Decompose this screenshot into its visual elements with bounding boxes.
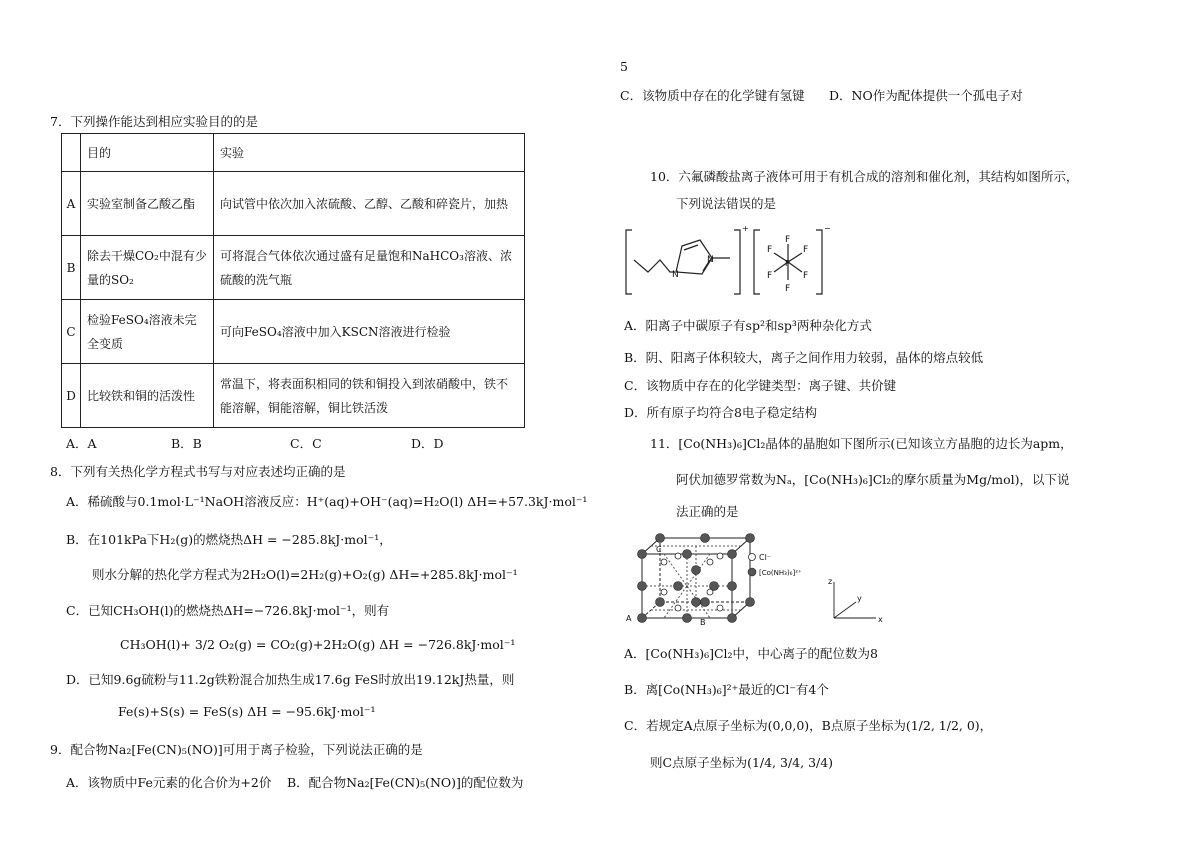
q8-option-d-line1: D．已知9.6g硫粉与11.2g铁粉混合加热生成17.6g FeS时放出19.12kJ热量，则 xyxy=(66,672,515,687)
q10-option-b: B．阴、阳离子体积较大，离子之间作用力较弱，晶体的熔点较低 xyxy=(624,350,984,365)
table-row xyxy=(62,364,525,428)
table-row xyxy=(62,300,525,364)
row-experiment: 向试管中依次加入浓硫酸、乙醇、乙酸和碎瓷片，加热 xyxy=(214,172,525,236)
q8-stem: 8．下列有关热化学方程式书写与对应表述均正确的是 xyxy=(50,464,346,479)
row-purpose: 除去干燥CO₂中混有少量的SO₂ xyxy=(81,236,214,300)
q8-option-c-line2: CH₃OH(l)+ 3/2 O₂(g) = CO₂(g)+2H₂O(g) ΔH = −726.8kJ·mol⁻¹ xyxy=(120,637,516,652)
atom-f: F xyxy=(803,271,809,281)
q7-option-d: D．D xyxy=(411,436,444,451)
legend-co-label: [Co(NH₃)₆]²⁺ xyxy=(759,569,802,577)
q10-option-d: D．所有原子均符合8电子稳定结构 xyxy=(624,405,817,420)
q7-experiment-table xyxy=(61,133,525,428)
q7-stem: 7．下列操作能达到相应实验目的的是 xyxy=(50,114,258,129)
q7-option-c: C．C xyxy=(290,436,322,451)
q11-option-a: A．[Co(NH₃)₆]Cl₂中，中心离子的配位数为8 xyxy=(624,646,879,661)
q10-stem-line1: 10．六氟磷酸盐离子液体可用于有机合成的溶剂和催化剂，其结构如图所示， xyxy=(650,169,1079,184)
atom-f: F xyxy=(767,271,773,281)
row-purpose: 检验FeSO₄溶液未完全变质 xyxy=(81,300,214,364)
q9-option-c: C．该物质中存在的化学键有氢键 xyxy=(620,88,805,103)
q8-option-b-line1: B．在101kPa下H₂(g)的燃烧热ΔH = −285.8kJ·mol⁻¹， xyxy=(66,532,392,547)
q11-option-b: B．离[Co(NH₃)₆]²⁺最近的Cl⁻有4个 xyxy=(624,682,829,697)
table-row xyxy=(62,236,525,300)
table-corner-cell xyxy=(62,134,81,172)
q9-option-d: D．NO作为配体提供一个孤电子对 xyxy=(829,88,1023,103)
table-header-row xyxy=(62,134,525,172)
row-key: A xyxy=(62,172,81,236)
axis-label-z: z xyxy=(828,577,833,586)
legend-cl-label: Cl⁻ xyxy=(759,553,772,562)
ionic-liquid-structure xyxy=(620,222,830,300)
q11-option-c-line1: C．若规定A点原子坐标为(0,0,0)，B点原子坐标为(1/2, 1/2, 0)， xyxy=(624,718,993,733)
q11-stem-line2: 阿伏加德罗常数为Nₐ，[Co(NH₃)₆]Cl₂的摩尔质量为Mg/mol)，以下说 xyxy=(676,472,1070,487)
header-purpose: 目的 xyxy=(81,134,214,172)
q11-stem-line3: 法正确的是 xyxy=(676,504,739,519)
row-purpose: 比较铁和铜的活泼性 xyxy=(81,364,214,428)
q7-option-a: A．A xyxy=(66,436,97,451)
q8-option-a: A．稀硫酸与0.1mol·L⁻¹NaOH溶液反应：H⁺(aq)+OH⁻(aq)=H₂O(l) ΔH=+57.3kJ·mol⁻¹ xyxy=(66,494,588,509)
q9-option-b: B．配合物Na₂[Fe(CN)₅(NO)]的配位数为 xyxy=(287,775,524,790)
q8-option-c-line1: C．已知CH₃OH(l)的燃烧热ΔH=−726.8kJ·mol⁻¹，则有 xyxy=(66,603,390,618)
row-experiment: 可将混合气体依次通过盛有足量饱和NaHCO₃溶液、浓硫酸的洗气瓶 xyxy=(214,236,525,300)
crystal-unit-cell-diagram xyxy=(620,526,890,630)
atom-f: F xyxy=(767,245,773,255)
row-purpose: 实验室制备乙酸乙酯 xyxy=(81,172,214,236)
q9-option-b-continued: 5 xyxy=(620,59,628,74)
axis-label-y: y xyxy=(857,594,862,603)
q10-option-a: A．阳离子中碳原子有sp²和sp³两种杂化方式 xyxy=(624,318,872,333)
q10-option-c: C．该物质中存在的化学键类型：离子键、共价键 xyxy=(624,378,897,393)
q9-option-a: A．该物质中Fe元素的化合价为+2价 xyxy=(66,775,272,790)
point-label-b: B xyxy=(700,618,706,627)
row-experiment: 常温下，将表面积相同的铁和铜投入到浓硝酸中，铁不能溶解，铜能溶解，铜比铁活泼 xyxy=(214,364,525,428)
atom-f: F xyxy=(785,235,791,245)
q10-stem-line2: 下列说法错误的是 xyxy=(676,196,777,211)
header-experiment: 实验 xyxy=(214,134,525,172)
row-key: B xyxy=(62,236,81,300)
q11-option-c-line2: 则C点原子坐标为(1/4, 3/4, 3/4) xyxy=(650,755,834,770)
row-key: C xyxy=(62,300,81,364)
q9-stem: 9．配合物Na₂[Fe(CN)₅(NO)]可用于离子检验，下列说法正确的是 xyxy=(50,742,423,757)
q8-option-b-line2: 则水分解的热化学方程式为2H₂O(l)=2H₂(g)+O₂(g) ΔH=+285.8kJ·mol⁻¹ xyxy=(92,567,518,582)
table-row xyxy=(62,172,525,236)
atom-f: F xyxy=(785,284,791,294)
row-experiment: 可向FeSO₄溶液中加入KSCN溶液进行检验 xyxy=(214,300,525,364)
q8-option-d-line2: Fe(s)+S(s) = FeS(s) ΔH = −95.6kJ·mol⁻¹ xyxy=(118,704,376,719)
atom-p: P xyxy=(785,259,790,268)
axis-label-x: x xyxy=(878,615,883,624)
point-label-c: C xyxy=(656,545,662,554)
row-key: D xyxy=(62,364,81,428)
point-label-a: A xyxy=(626,614,632,623)
atom-n: N xyxy=(707,255,714,265)
anion-charge: − xyxy=(824,224,831,233)
atom-f: F xyxy=(803,245,809,255)
cation-charge: + xyxy=(742,224,749,233)
q11-stem-line1: 11．[Co(NH₃)₆]Cl₂晶体的晶胞如下图所示(已知该立方晶胞的边长为apm， xyxy=(650,436,1073,451)
q7-option-b: B．B xyxy=(171,436,202,451)
atom-n: N xyxy=(672,270,679,280)
